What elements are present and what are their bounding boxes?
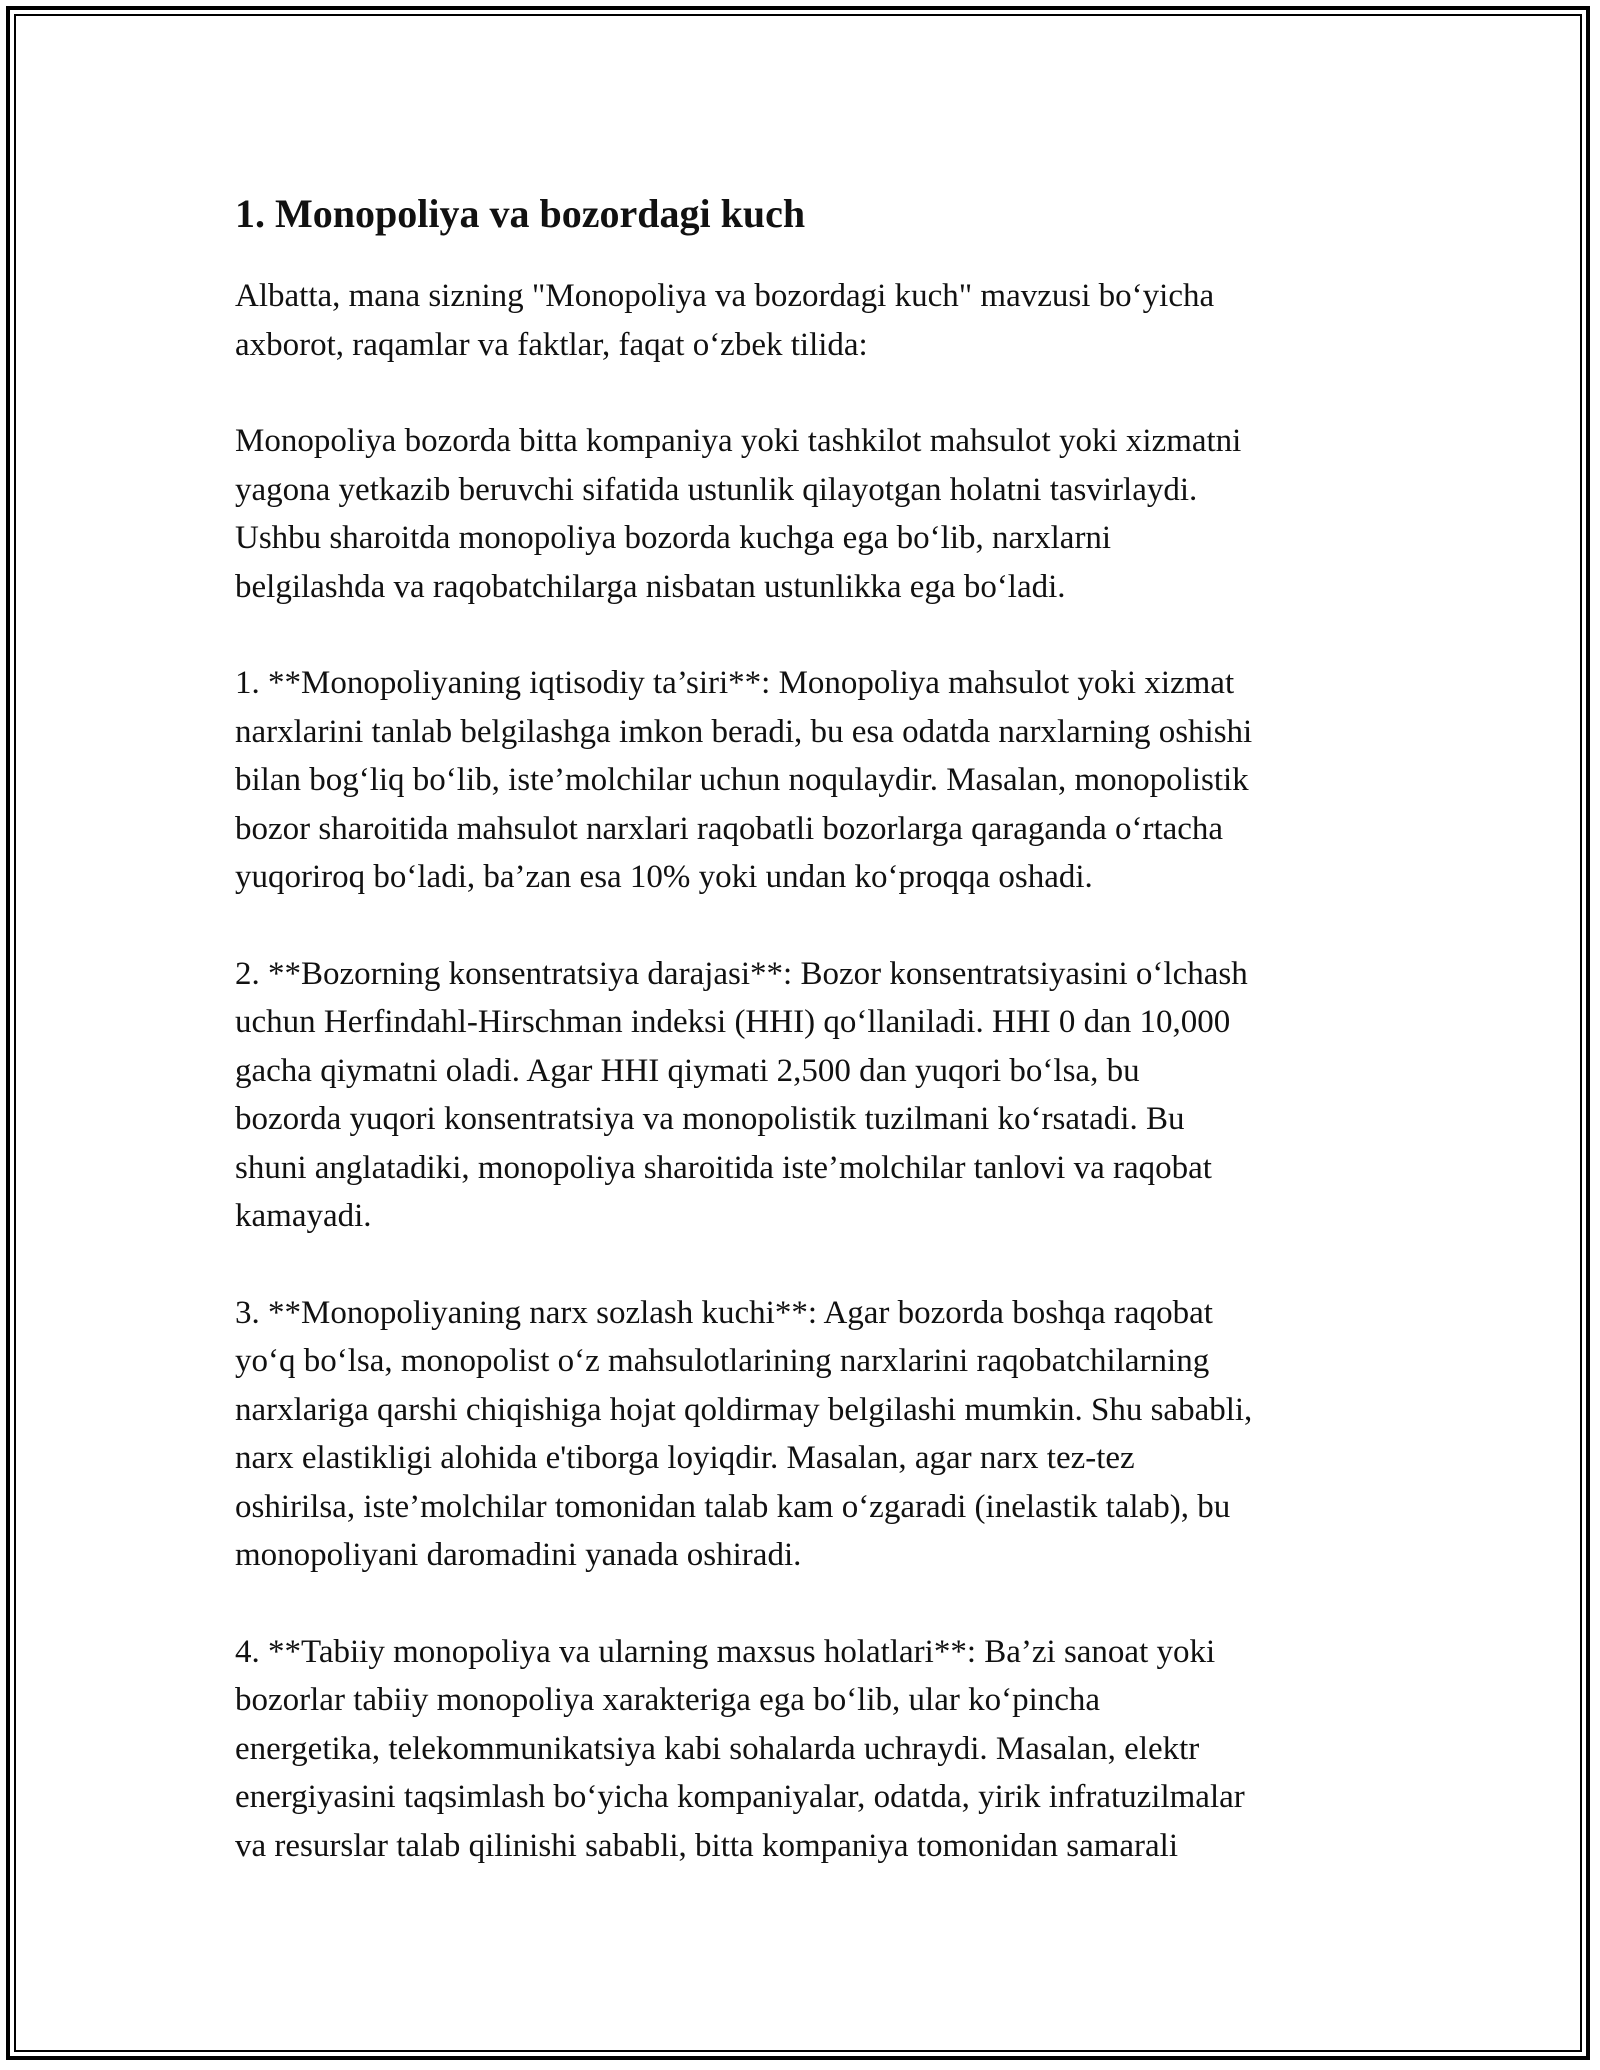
point-2-paragraph: 2. **Bozorning konsentratsiya darajasi**: Bozor konsentratsiyasini o‘lchash uchun Herfindahl-Hirschman indeksi (HHI) qo‘llaniladi. HHI 0 dan 10,000 gacha qiymatni oladi. Agar HHI qiymati 2,500 dan yuqori bo‘lsa, bu bozorda yuqori konsentratsiya va monopolistik tuzilmani ko‘rsatadi. Bu shuni anglatadiki, monopoliya sharoitida iste’molchilar tanlovi va raqobat kamayadi.: [235, 955, 1248, 1234]
point-1-paragraph: 1. **Monopoliyaning iqtisodiy ta’siri**: Monopoliya mahsulot yoki xizmat narxlarini tanlab belgilashga imkon beradi, bu esa odatda narxlarning oshishi bilan bog‘liq bo‘lib, iste’molchilar uchun noqulaydir. Masalan, monopolistik bozor sharoitida mahsulot narxlari raqobatli bozorlarga qaraganda o‘rtacha yuqoriroq bo‘ladi, ba’zan esa 10% yoki undan ko‘proqqa oshadi.: [235, 665, 1253, 895]
document-body: [235, 186, 1385, 1918]
point-4-paragraph: 4. **Tabiiy monopoliya va ularning maxsus holatlari**: Ba’zi sanoat yoki bozorlar tabiiy monopoliya xarakteriga ega bo‘lib, ular ko‘pincha energetika, telekommunikatsiya kabi sohalarda uchraydi. Masalan, elektr energiyasini taqsimlash bo‘yicha kompaniyalar, odatda, yirik infratuzilmalar va resurslar talab qilinishi sababli, bitta kompaniya tomonidan samarali: [235, 1633, 1245, 1864]
point-3-paragraph: 3. **Monopoliyaning narx sozlash kuchi**: Agar bozorda boshqa raqobat yo‘q bo‘lsa, monopolist o‘z mahsulotlarining narxlarini raqobatchilarning narxlariga qarshi chiqishiga hojat qoldirmay belgilashi mumkin. Shu sababli, narx elastikligi alohida e'tiborga loyiqdir. Masalan, agar narx tez-tez oshirilsa, iste’molchilar tomonidan talab kam o‘zgaradi (inelastik talab), bu monopoliyani daromadini yanada oshiradi.: [235, 1294, 1253, 1573]
definition-paragraph: Monopoliya bozorda bitta kompaniya yoki tashkilot mahsulot yoki xizmatni yagona yetkazib beruvchi sifatida ustunlik qilayotgan holatni tasvirlaydi. Ushbu sharoitda monopoliya bozorda kuchga ega bo‘lib, narxlarni belgilashda va raqobatchilarga nisbatan ustunlikka ega bo‘ladi.: [235, 423, 1242, 605]
intro-paragraph: Albatta, mana sizning "Monopoliya va bozordagi kuch" mavzusi bo‘yicha axborot, raqamlar va faktlar, faqat o‘zbek tilida:: [235, 278, 1215, 363]
document-heading: 1. Monopoliya va bozordagi kuch: [235, 191, 806, 236]
